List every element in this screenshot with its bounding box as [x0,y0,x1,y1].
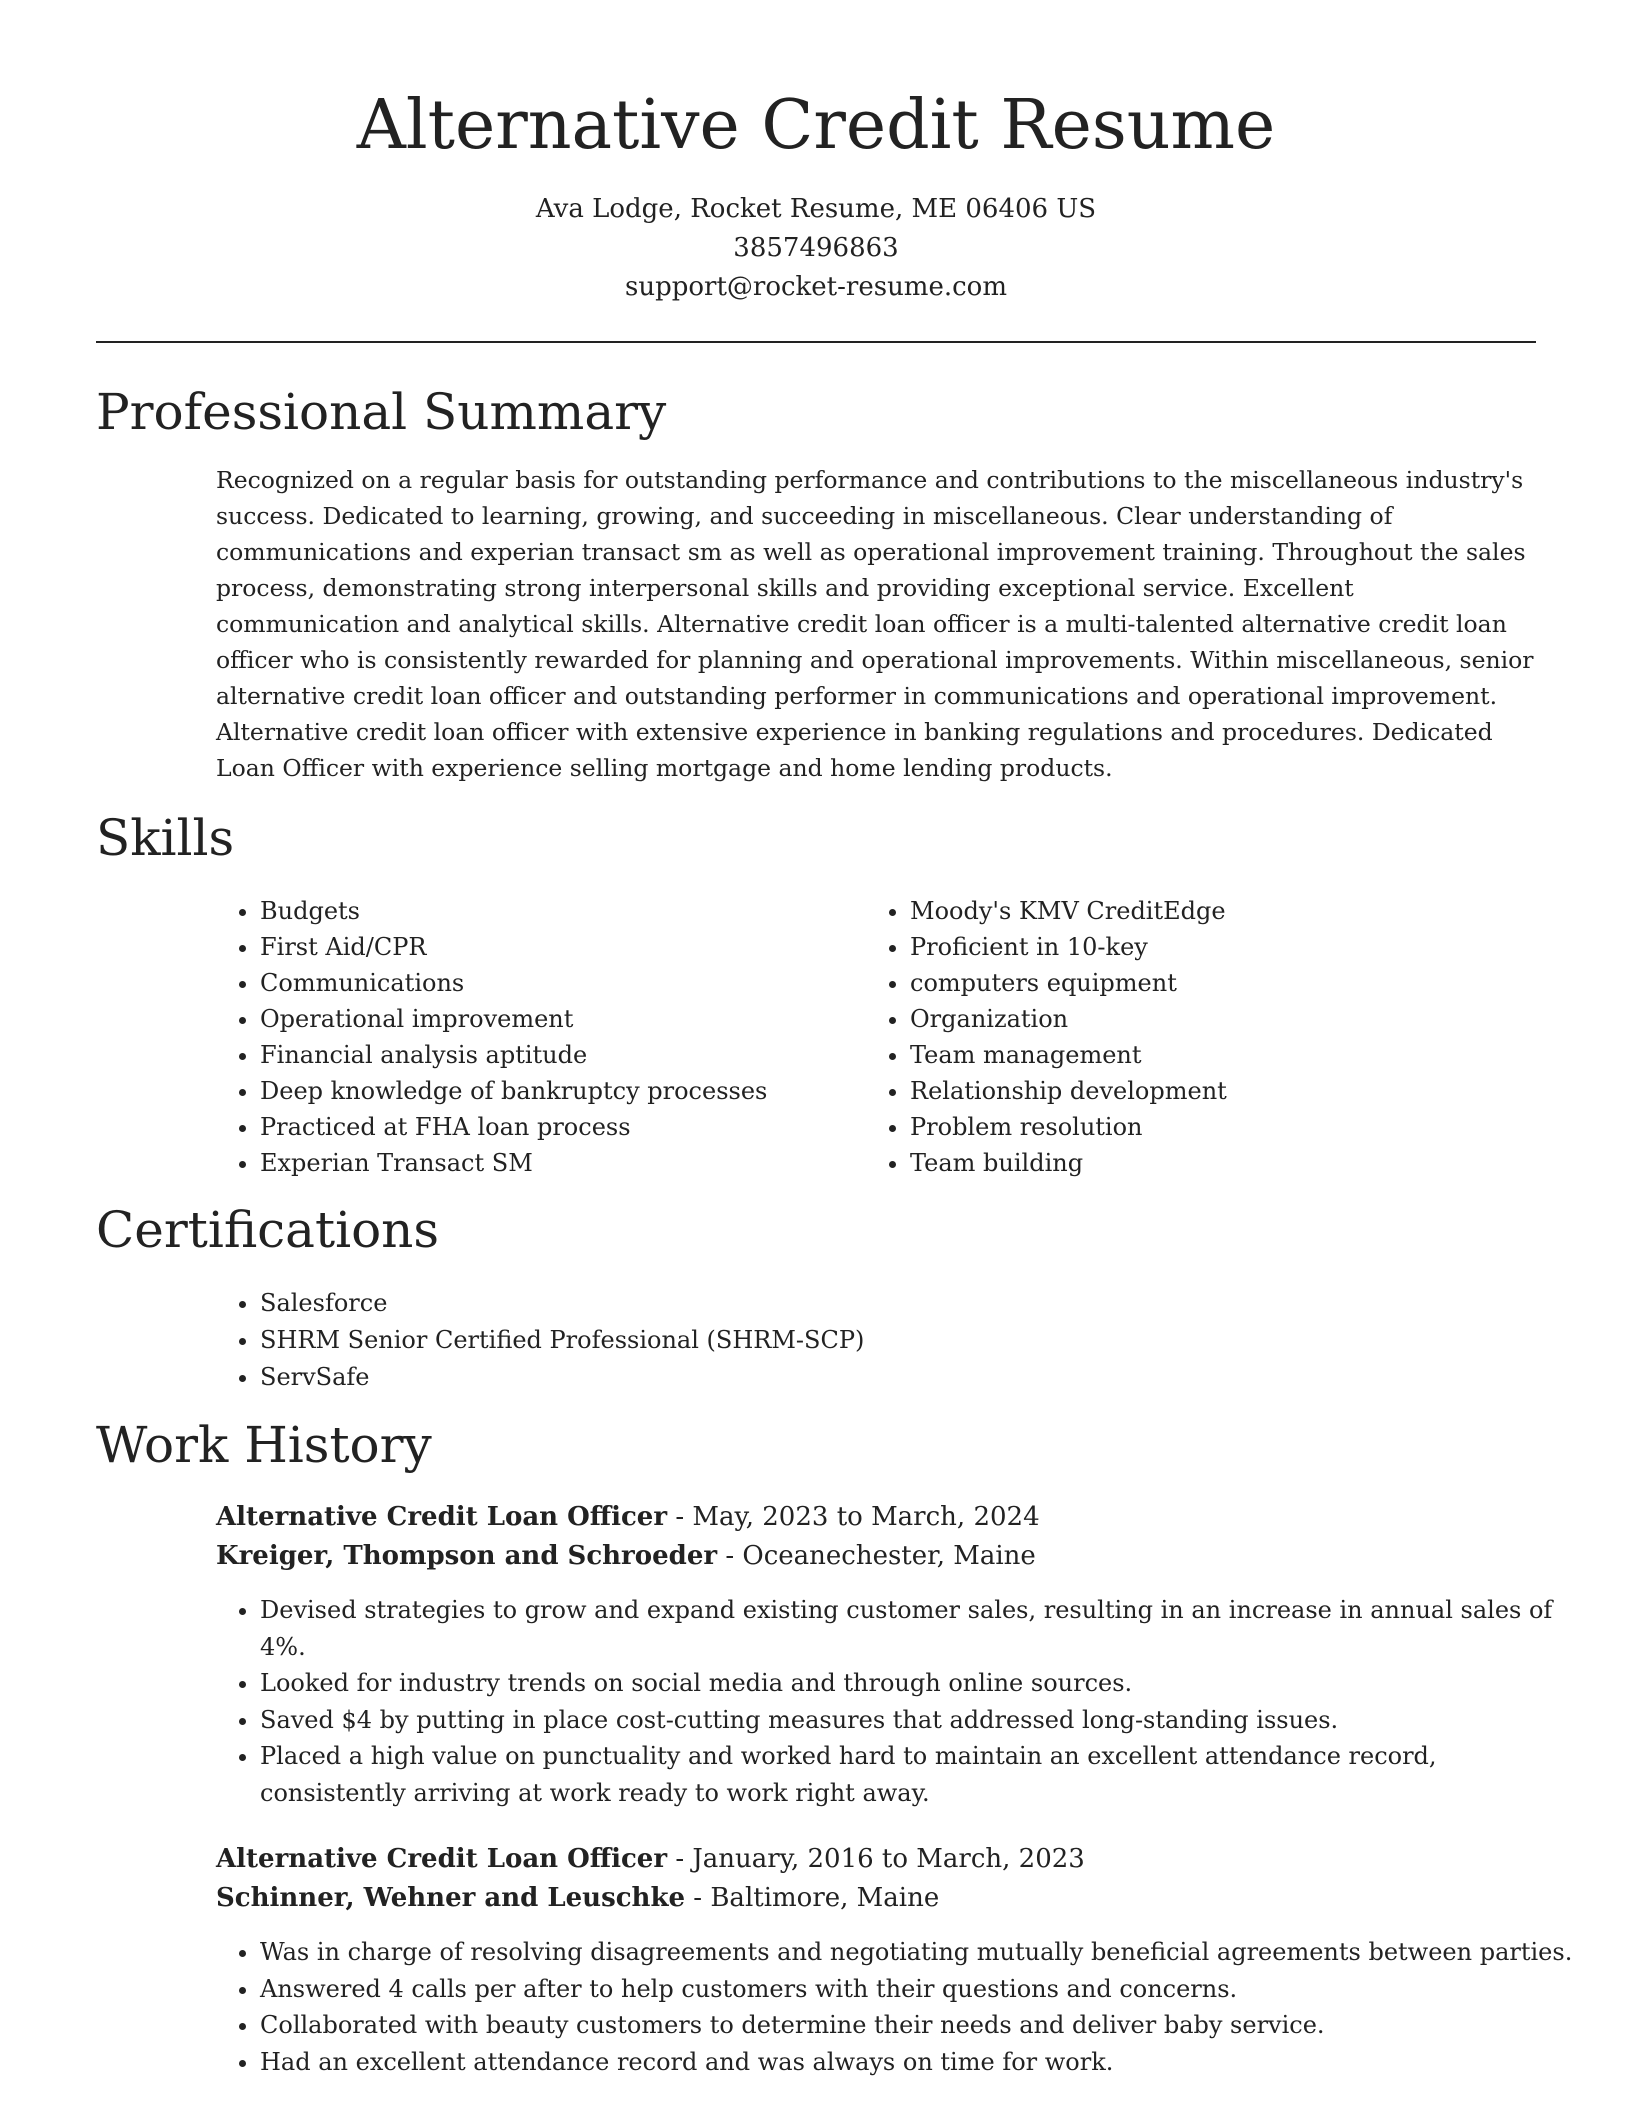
job-company-line [216,1878,939,1918]
job-location: - Baltimore, Maine [685,1883,940,1913]
job-bullet: • Was in charge of resolving disagreements and negotiating mutually beneficial agreements between parties. [260,1934,1584,1971]
job-title-line [216,1497,1040,1537]
job-title: Alternative Credit Loan Officer [216,1844,668,1874]
job-title-line [216,1839,1085,1879]
contact-address: Ava Lodge, Rocket Resume, ME 06406 US [535,194,1097,224]
job-company: Schinner, Wehner and Leuschke [216,1883,686,1913]
skill-item: • Budgets [260,893,900,929]
job-bullet: • Looked for industry trends on social media and through online sources. [260,1665,1584,1702]
skill-item: • Financial analysis aptitude [260,1037,900,1073]
job-dates: - May, 2023 to March, 2024 [667,1502,1040,1532]
certifications-heading: Certifications [96,1201,440,1259]
job-bullets [216,1592,1584,1811]
contact-block [0,190,1632,307]
skill-item: • Experian Transact SM [260,1145,900,1181]
skill-item: • Deep knowledge of bankruptcy processes [260,1073,900,1109]
job-bullet: • Placed a high value on punctuality and worked hard to maintain an excellent attendance record, consistently arriving at work ready to work right away. [260,1738,1584,1811]
skill-item: • Relationship development [910,1073,1550,1109]
certification-item: • ServSafe [260,1359,1580,1396]
skill-item: • Organization [910,1001,1550,1037]
work-history-heading: Work History [96,1416,432,1474]
summary-heading: Professional Summary [96,383,667,441]
certifications-list [216,1285,1580,1396]
summary-text: Recognized on a regular basis for outstanding performance and contributions to the miscellaneous industry's success. Dedicated to learning, growing, and succeeding in miscellaneous. Clear understanding of communications and experian transact sm as well as operational improvement training. Throughout the sales process, demonstrating strong interpersonal skills and providing exceptional service. Excellent communication and analytical skills. Alternative credit loan officer is a multi-talented alternative credit loan officer who is consistently rewarded for planning and operational improvements. Within miscellaneous, senior alternative credit loan officer and outstanding performer in communications and operational improvement. Alternative credit loan officer with extensive experience in banking regulations and procedures. Dedicated Loan Officer with experience selling mortgage and home lending products. [216,466,1534,782]
skill-item: • Practiced at FHA loan process [260,1109,900,1145]
skills-heading: Skills [96,809,235,867]
skill-item: • Proficient in 10-key [910,929,1550,965]
job-bullet: • Saved $4 by putting in place cost-cutting measures that addressed long-standing issues. [260,1702,1584,1739]
skill-item: • Team management [910,1037,1550,1073]
skill-item: • computers equipment [910,965,1550,1001]
job-bullet: • Answered 4 calls per after to help customers with their questions and concerns. [260,1971,1584,2008]
contact-email: support@rocket-resume.com [624,272,1007,302]
job-dates: - January, 2016 to March, 2023 [667,1844,1085,1874]
job-bullets [216,1934,1584,2080]
skill-item: • Problem resolution [910,1109,1550,1145]
skills-list-left [216,893,900,1181]
skill-item: • Operational improvement [260,1001,900,1037]
certification-item: • Salesforce [260,1285,1580,1322]
skills-list-right [866,893,1550,1181]
skill-item: • Communications [260,965,900,1001]
job-title: Alternative Credit Loan Officer [216,1502,668,1532]
header-divider [96,341,1536,343]
skill-item: • Team building [910,1145,1550,1181]
job-bullet: • Collaborated with beauty customers to determine their needs and deliver baby service. [260,2007,1584,2044]
job-location: - Oceanechester, Maine [717,1541,1036,1571]
certification-item: • SHRM Senior Certified Professional (SHRM-SCP) [260,1322,1580,1359]
skill-item: • Moody's KMV CreditEdge [910,893,1550,929]
job-company: Kreiger, Thompson and Schroeder [216,1541,718,1571]
job-bullet: • Had an excellent attendance record and was always on time for work. [260,2044,1584,2081]
resume-title: Alternative Credit Resume [356,86,1276,165]
job-bullet: • Devised strategies to grow and expand existing customer sales, resulting in an increase in annual sales of 4%. [260,1592,1584,1665]
skill-item: • First Aid/CPR [260,929,900,965]
job-company-line [216,1536,1036,1576]
contact-phone: 3857496863 [733,233,899,263]
